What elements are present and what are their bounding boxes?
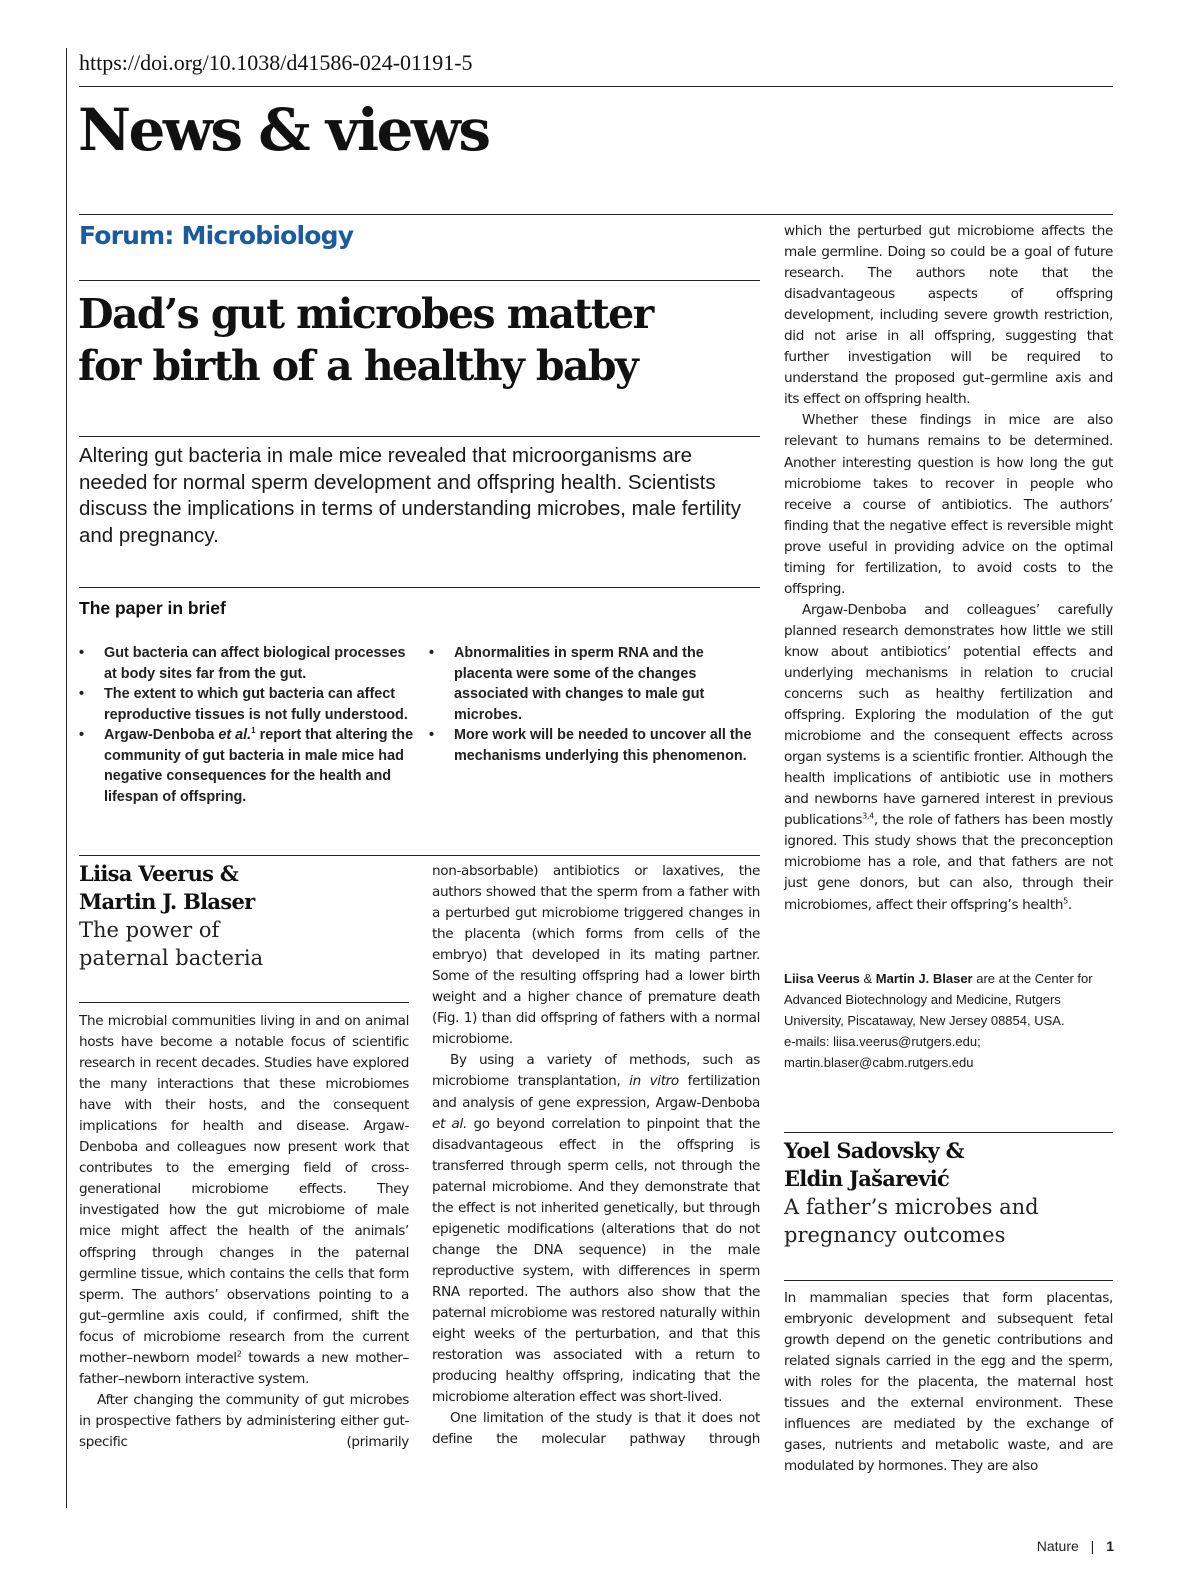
- brief-bullet: • Abnormalities in sperm RNA and the placenta were some of the changes associated with changes to male gut microbes.: [429, 643, 759, 725]
- left-margin-rule: [66, 48, 67, 1508]
- paragraph: non-absorbable) antibiotics or laxatives, the authors showed that the sperm from a father with a perturbed gut microbiome triggered changes in the placenta (which forms from cells of the embryo) that developed in its mating partner. Some of the resulting offspring had a lower birth weight and a higher chance of premature death (Fig. 1) than did offspring of fathers with a normal microbiome.: [432, 863, 760, 1048]
- masthead-rule: [79, 214, 1113, 215]
- headline: [78, 288, 778, 392]
- standfirst: Altering gut bacteria in male mice revealed that microorganisms are needed for normal sperm development and offspring health. Scientists discuss the implications in terms of understanding microbes, male fertility and pregnancy.: [79, 444, 741, 547]
- section2-author-rule: [784, 1280, 1113, 1281]
- masthead-title: News & views: [78, 96, 489, 164]
- paragraph: In mammalian species that form placentas, embryonic development and subsequent fetal growth depend on the genetic contributions and related signals carried in the egg and the sperm, with roles for the placenta, the maternal host tissues and the external environment. These influences are mediated by the exchange of gases, nutrients and metabolic waste, and are modulated by hormones. They are also: [784, 1290, 1113, 1475]
- forum-rule: [79, 280, 760, 281]
- brief-bullet: • More work will be needed to uncover all the mechanisms underlying this phenomenon.: [429, 725, 759, 766]
- headline-line-1: Dad’s gut microbes matter: [78, 290, 653, 338]
- section2-text: [784, 1288, 1113, 1477]
- section2-subtitle-line-1: A father’s microbes and: [784, 1195, 1039, 1219]
- affiliation-emails[interactable]: e-mails: liisa.veerus@rutgers.edu; martin.blaser@cabm.rutgers.edu: [784, 1034, 981, 1070]
- section1-author-line-2: Martin J. Blaser: [79, 889, 255, 914]
- section1-author-line-1: Liisa Veerus &: [79, 861, 239, 886]
- brief-bullets-col2: [429, 643, 759, 766]
- page-number: 1: [1106, 1538, 1114, 1554]
- brief-bullet: • The extent to which gut bacteria can affect reproductive tissues is not fully understood.: [79, 684, 414, 725]
- section1-author-rule: [79, 1002, 409, 1003]
- section2-top-rule: [784, 1132, 1113, 1133]
- brief-rule: [79, 855, 760, 856]
- page-footer: [1037, 1538, 1114, 1554]
- standfirst-rule: [79, 587, 760, 588]
- doi-link[interactable]: https://doi.org/10.1038/d41586-024-01191-5: [79, 50, 473, 75]
- journal-name: Nature: [1036, 1538, 1079, 1554]
- forum-label: Forum: Microbiology: [79, 221, 354, 250]
- paragraph: The microbial communities living in and on animal hosts have become a notable focus of scientific research in recent decades. Studies have explored the many interactions that these microbiomes have with their hosts, and the consequent implications for health and disease. Argaw-Denboba and colleagues now present work that contributes to the emerging field of cross-generational microbiome effects. They investigated how the gut microbiome of male mice might affect the health of the animals’ offspring through changes in the paternal germline tissue, which contains the cells that form sperm. The authors’ observations pointing to a gut–germline axis could, if confirmed, shift the focus of microbiome research from the current mother–newborn model$^2$ towards a new mother–father–newborn interactive system.: [79, 1013, 409, 1387]
- brief-bullet: • Gut bacteria can affect biological processes at body sites far from the gut.: [79, 643, 414, 684]
- section2-author-line-2: Eldin Jašarević: [784, 1166, 950, 1191]
- paragraph: Argaw-Denboba and colleagues’ carefully planned research demonstrates how little we still know about antibiotics’ potential effects and underlying mechanisms in relation to crucial concerns such as healthy fertilization and offspring. Exploring the modulation of the gut microbiome and the consequent effects across organ systems is a scientific frontier. Although the health implications of antibiotic use in mothers and newborns have garnered interest in previous publications$^{3,4}$, the role of fathers has been mostly ignored. This study shows that the preconception microbiome has a role, and that fathers are not just gene donors, but can also, through their microbiomes, affect their offspring’s health$^5$.: [784, 601, 1113, 913]
- brief-bullet: • Argaw-Denboba et al.$^1$ report that altering the community of gut bacteria in male mice had negative consequences for the health and lifespan of offspring.: [79, 725, 414, 807]
- footer-separator: |: [1090, 1538, 1095, 1554]
- headline-rule: [79, 436, 760, 437]
- brief-bullets-col1: [79, 643, 414, 807]
- section1-subtitle-line-1: The power of: [79, 918, 220, 942]
- brief-title: The paper in brief: [79, 598, 226, 618]
- header-rule: [79, 86, 1113, 87]
- section2-subtitle-line-2: pregnancy outcomes: [784, 1223, 1006, 1247]
- paragraph: One limitation of the study is that it does not define the molecular pathway through: [432, 1410, 760, 1448]
- affiliation: [784, 968, 1113, 1073]
- paragraph: After changing the community of gut microbes in prospective fathers by administering either gut-specific (primarily: [79, 1391, 409, 1450]
- paragraph: Whether these findings in mice are also relevant to humans remains to be determined. Another interesting question is how long the gut microbiome takes to recover in people who receive a course of antibiotics. The authors’ finding that the negative effect is reversible might prove useful in providing advice on the optimal timing for fertilization, to avoid costs to the offspring.: [784, 412, 1113, 597]
- column-2-text: [432, 861, 760, 1450]
- column-3-text: [784, 221, 1113, 916]
- section2-author-line-1: Yoel Sadovsky &: [784, 1138, 964, 1163]
- headline-line-2: for birth of a healthy baby: [78, 342, 638, 390]
- affiliation-text: Liisa Veerus & Martin J. Blaser are at the Center for Advanced Biotechnology and Medicine, Rutgers University, Piscataway, New Jersey 08854, USA.: [784, 971, 1093, 1028]
- section1-author-block: [79, 860, 409, 972]
- section1-subtitle-line-2: paternal bacteria: [79, 946, 264, 970]
- paragraph: By using a variety of methods, such as microbiome transplantation, in vitro fertilization and analysis of gene expression, Argaw-Denboba et al. go beyond correlation to pinpoint that the disadvantageous effect in the offspring is transferred through sperm cells, not through the paternal microbiome. And they demonstrate that the effect is not inherited genetically, but through epigenetic modifications (alterations that do not change the DNA sequence) in the male reproductive system, with differences in sperm RNA reported. The authors also show that the paternal microbiome was restored naturally within eight weeks of the perturbation, and that this restoration was associated with a return to producing healthy offspring, indicating that the microbiome alteration effect was short-lived.: [432, 1052, 760, 1406]
- paragraph: which the perturbed gut microbiome affects the male germline. Doing so could be a goal of future research. The authors note that the disadvantageous aspects of offspring development, including severe growth restriction, did not arise in all offspring, suggesting that further investigation will be required to understand the proposed gut–germline axis and its effect on offspring health.: [784, 223, 1113, 408]
- section2-author-block: [784, 1137, 1113, 1249]
- column-1-text: [79, 1011, 409, 1453]
